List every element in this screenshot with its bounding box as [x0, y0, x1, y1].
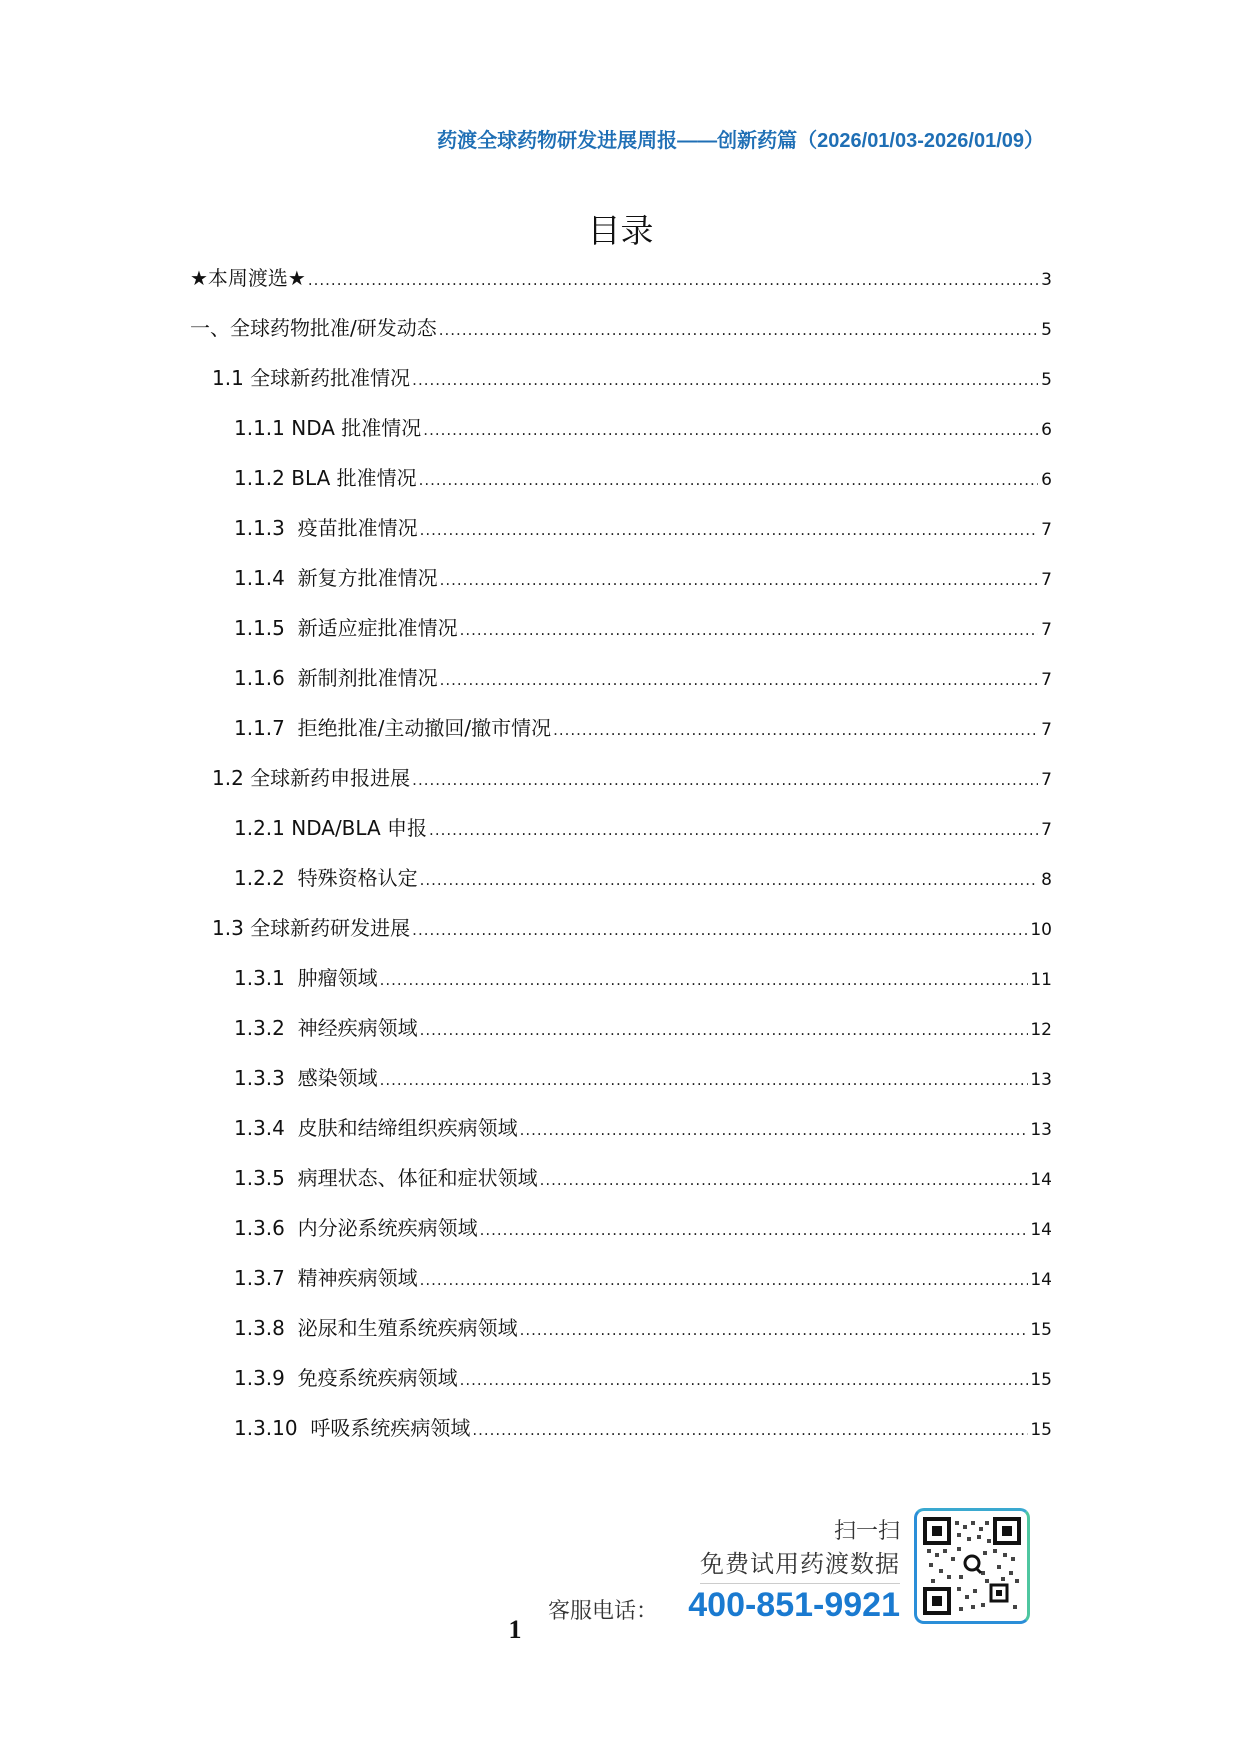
toc-entry-page: 11 [1030, 970, 1052, 990]
toc-dot-leader [472, 1421, 1028, 1439]
toc-entry[interactable] [190, 512, 1052, 562]
toc-entry-label: 1.2.1 NDA/BLA 申报 [234, 816, 428, 840]
toc-entry-page: 3 [1041, 270, 1052, 290]
toc-entry-label: 1.1.3 疫苗批准情况 [234, 516, 418, 540]
toc-entry-label: 1.1.5 新适应症批准情况 [234, 616, 458, 640]
toc-entry-page: 7 [1041, 520, 1052, 540]
toc-entry-label: 1.1 全球新药批准情况 [212, 366, 411, 390]
toc-entry-label: 1.2.2 特殊资格认定 [234, 866, 418, 890]
toc-entry[interactable] [190, 1012, 1052, 1062]
toc-dot-leader [419, 471, 1038, 489]
toc-entry-page: 6 [1041, 420, 1052, 440]
promo-divider [700, 1583, 900, 1584]
toc-entry[interactable] [190, 362, 1052, 412]
toc-dot-leader [420, 871, 1038, 889]
toc-dot-leader [439, 321, 1038, 339]
toc-entry[interactable] [190, 1312, 1052, 1362]
toc-entry[interactable] [190, 1112, 1052, 1162]
toc-entry-page: 15 [1030, 1370, 1052, 1390]
toc-entry-label: 1.3.4 皮肤和结缔组织疾病领域 [234, 1116, 518, 1140]
toc-entry[interactable] [190, 462, 1052, 512]
promo-banner [540, 1500, 1040, 1630]
toc-entry-page: 7 [1041, 820, 1052, 840]
toc-dot-leader [440, 671, 1038, 689]
toc-entry-page: 12 [1030, 1020, 1052, 1040]
toc-entry-label: 1.3.7 精神疾病领域 [234, 1266, 418, 1290]
qr-code-icon[interactable] [914, 1508, 1030, 1624]
toc-entry[interactable] [190, 762, 1052, 812]
toc-entry-page: 14 [1030, 1170, 1052, 1190]
toc-title: 目录 [587, 211, 654, 250]
toc-entry-label: 1.1.6 新制剂批准情况 [234, 666, 438, 690]
toc-dot-leader [420, 521, 1038, 539]
toc-entry-page: 14 [1030, 1270, 1052, 1290]
toc-entry-label: 1.3.9 免疫系统疾病领域 [234, 1366, 458, 1390]
toc-entry[interactable] [190, 562, 1052, 612]
toc-entry-label: 1.2 全球新药申报进展 [212, 766, 411, 790]
toc-entry[interactable] [190, 812, 1052, 862]
toc-entry[interactable] [190, 1212, 1052, 1262]
toc-entry[interactable] [190, 862, 1052, 912]
toc-entry[interactable] [190, 1262, 1052, 1312]
promo-scan-text: 扫一扫 [833, 1519, 900, 1544]
toc-entry-page: 5 [1041, 320, 1052, 340]
toc-dot-leader [520, 1321, 1029, 1339]
toc-entry[interactable] [190, 1162, 1052, 1212]
toc-dot-leader [553, 721, 1038, 739]
phone-label: 客服电话： [548, 1599, 659, 1624]
toc-entry[interactable] [190, 1412, 1052, 1462]
toc-entry-page: 7 [1041, 670, 1052, 690]
toc-dot-leader [412, 371, 1038, 389]
toc-entry-label: 1.3.5 病理状态、体征和症状领域 [234, 1166, 538, 1190]
toc-entry-page: 7 [1041, 620, 1052, 640]
toc-dot-leader [380, 1071, 1029, 1089]
toc-dot-leader [520, 1121, 1029, 1139]
toc-entry-label: 1.3 全球新药研发进展 [212, 916, 411, 940]
toc-entry[interactable] [190, 1362, 1052, 1412]
toc-entry-label: 一、全球药物批准/研发动态 [190, 316, 437, 340]
toc-dot-leader [420, 1271, 1029, 1289]
toc-dot-leader [460, 1371, 1029, 1389]
toc-entry[interactable] [190, 262, 1052, 312]
toc-entry-page: 10 [1030, 920, 1052, 940]
toc-dot-leader [540, 1171, 1029, 1189]
toc-entry-label: 1.1.7 拒绝批准/主动撤回/撤市情况 [234, 716, 552, 740]
toc-entry-page: 7 [1041, 770, 1052, 790]
toc-entry-page: 7 [1041, 570, 1052, 590]
toc-entry-label: 1.1.1 NDA 批准情况 [234, 416, 422, 440]
toc-entry-label: 1.3.8 泌尿和生殖系统疾病领域 [234, 1316, 518, 1340]
toc-entry-label: 1.3.6 内分泌系统疾病领域 [234, 1216, 478, 1240]
toc-entry-page: 13 [1030, 1070, 1052, 1090]
toc-entry[interactable] [190, 962, 1052, 1012]
toc-entry-label: 1.3.10 呼吸系统疾病领域 [234, 1416, 471, 1440]
toc-dot-leader [380, 971, 1029, 989]
toc-dot-leader [423, 421, 1038, 439]
toc-dot-leader [412, 771, 1038, 789]
toc-entry-page: 15 [1030, 1420, 1052, 1440]
phone-number: 400-851-9921 [688, 1586, 900, 1624]
toc-entry-page: 15 [1030, 1320, 1052, 1340]
promo-trial-text: 免费试用药渡数据 [700, 1550, 900, 1578]
report-header-title: 药渡全球药物研发进展周报——创新药篇（2026/01/03-2026/01/09） [437, 130, 1044, 152]
toc-entry-label: 1.1.4 新复方批准情况 [234, 566, 438, 590]
toc-dot-leader [429, 821, 1038, 839]
toc-entry[interactable] [190, 1062, 1052, 1112]
toc-entry-page: 13 [1030, 1120, 1052, 1140]
toc-entry[interactable] [190, 312, 1052, 362]
toc-entry-page: 7 [1041, 720, 1052, 740]
toc-entry-label: ★本周渡选★ [190, 266, 306, 290]
toc-entry-page: 5 [1041, 370, 1052, 390]
toc-entry-page: 6 [1041, 470, 1052, 490]
toc-dot-leader [412, 921, 1028, 939]
toc-entry[interactable] [190, 712, 1052, 762]
toc-dot-leader [480, 1221, 1029, 1239]
toc-entry[interactable] [190, 612, 1052, 662]
toc-dot-leader [308, 271, 1038, 289]
table-of-contents [190, 262, 1052, 1462]
toc-entry-label: 1.1.2 BLA 批准情况 [234, 466, 417, 490]
toc-dot-leader [420, 1021, 1029, 1039]
toc-entry-page: 8 [1041, 870, 1052, 890]
toc-dot-leader [440, 571, 1038, 589]
toc-entry[interactable] [190, 412, 1052, 462]
toc-entry-label: 1.3.3 感染领域 [234, 1066, 378, 1090]
toc-entry-label: 1.3.2 神经疾病领域 [234, 1016, 418, 1040]
page-number: 1 [508, 1615, 522, 1644]
toc-entry-label: 1.3.1 肿瘤领域 [234, 966, 378, 990]
toc-entry[interactable] [190, 662, 1052, 712]
toc-entry[interactable] [190, 912, 1052, 962]
toc-entry-page: 14 [1030, 1220, 1052, 1240]
toc-dot-leader [460, 621, 1038, 639]
